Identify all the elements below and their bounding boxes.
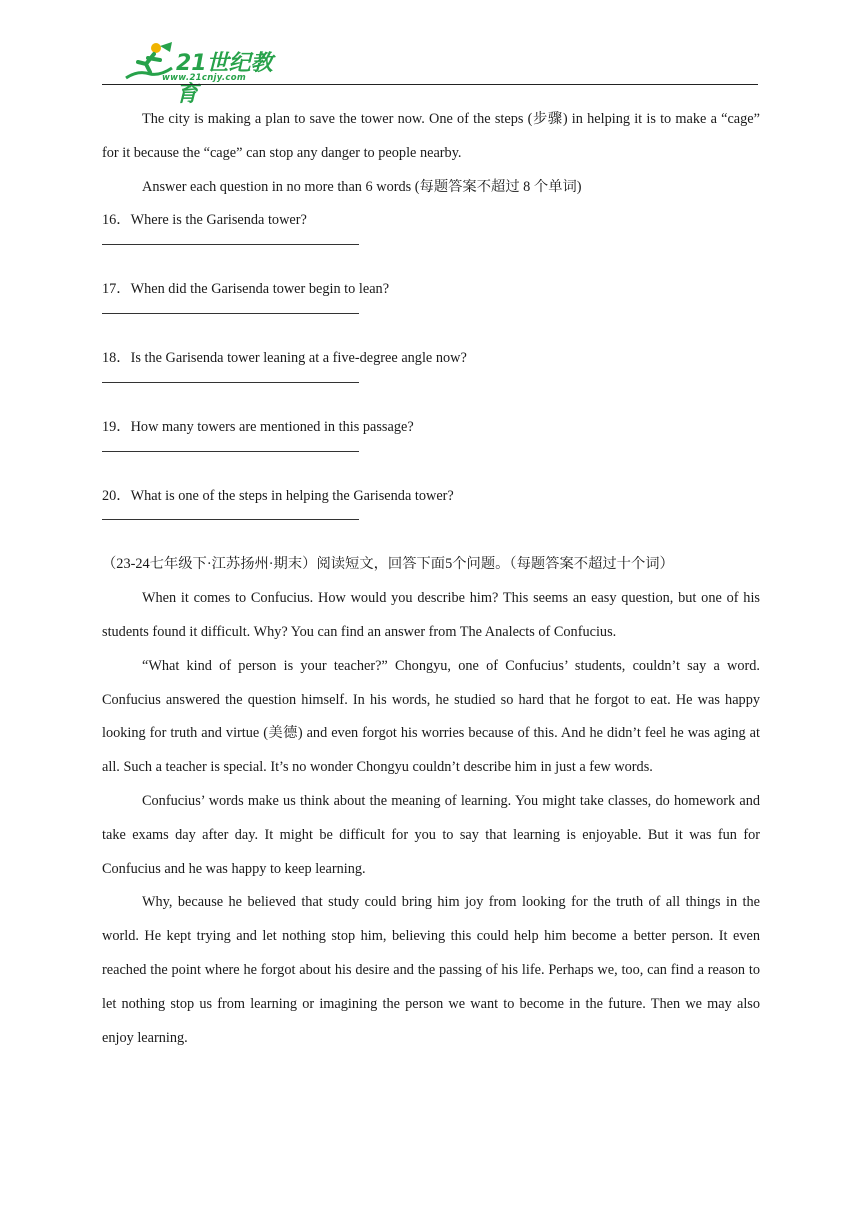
answer-line[interactable] — [102, 244, 359, 245]
question-text: Is the Garisenda tower leaning at a five-degree angle now? — [130, 349, 467, 366]
question-number: 16． — [102, 212, 131, 229]
logo-url: www.21cnjy.com — [162, 73, 246, 83]
passage2-paragraph: Confucius’ words make us think about the meaning of learning. You might take classes, do homework and take exams day after day. It might be difficult for you to say that learning is enjoyable. But it was fun for Confucius and he was happy to keep learning. — [102, 792, 760, 877]
page-header — [102, 38, 758, 107]
question-item — [102, 273, 760, 314]
passage2-paragraph: Why, because he believed that study could bring him joy from looking for the truth of all things in the world. He kept trying and let nothing stop him, believing this could help him become a better person. It even reached the point where he forgot about his desire and the passing of his life. Perhaps we, too, can find a reason to let nothing stop us from learning or imagining the person we want to become in the future. Then we may also enjoy learning. — [102, 894, 760, 1046]
answer-line[interactable] — [102, 519, 359, 520]
question-number: 19． — [102, 418, 131, 435]
question-number: 18． — [102, 349, 131, 366]
question-text: Where is the Garisenda tower? — [130, 212, 307, 229]
answer-line[interactable] — [102, 382, 359, 383]
question-number: 17． — [102, 281, 131, 298]
logo-text: 21世纪教育 — [176, 51, 273, 107]
logo — [120, 40, 290, 107]
answer-line[interactable] — [102, 451, 359, 452]
question-number: 20． — [102, 487, 131, 504]
question-text: When did the Garisenda tower begin to lean? — [130, 281, 390, 298]
passage2 — [102, 548, 760, 1055]
question-item — [102, 342, 760, 383]
header-rule — [102, 84, 758, 85]
passage2-paragraph: “What kind of person is your teacher?” Chongyu, one of Confucius’ students, couldn’t say a word. Confucius answered the question himself. In his words, he studied so hard that he forgot to eat. He was happy looking for truth and virtue (美德) and even forgot his worries because of this. And he didn’t feel he was aging at all. Such a teacher is special. It’s no wonder Chongyu couldn’t describe him in just a few words. — [102, 657, 760, 776]
section-heading: （23-24七年级下·江苏扬州·期末）阅读短文，回答下面5个问题。（每题答案不超过十个词） — [102, 556, 674, 573]
passage1-paragraph: The city is making a plan to save the tower now. One of the steps (步骤) in helping it is to make a “cage” for it because the “cage” can stop any danger to people nearby. — [102, 111, 760, 161]
question-item — [102, 411, 760, 452]
passage2-paragraph: When it comes to Confucius. How would you describe him? This seems an easy question, but one of his students found it difficult. Why? You can find an answer from The Analects of Confucius. — [102, 590, 760, 640]
question-item — [102, 480, 760, 521]
document-body — [102, 103, 760, 1055]
question-text: How many towers are mentioned in this passage? — [130, 418, 414, 435]
question-item — [102, 204, 760, 245]
question-list — [102, 204, 760, 520]
instruction: Answer each question in no more than 6 words (每题答案不超过 8 个单词) — [142, 178, 582, 195]
answer-line[interactable] — [102, 313, 359, 314]
question-text: What is one of the steps in helping the Garisenda tower? — [130, 487, 454, 504]
